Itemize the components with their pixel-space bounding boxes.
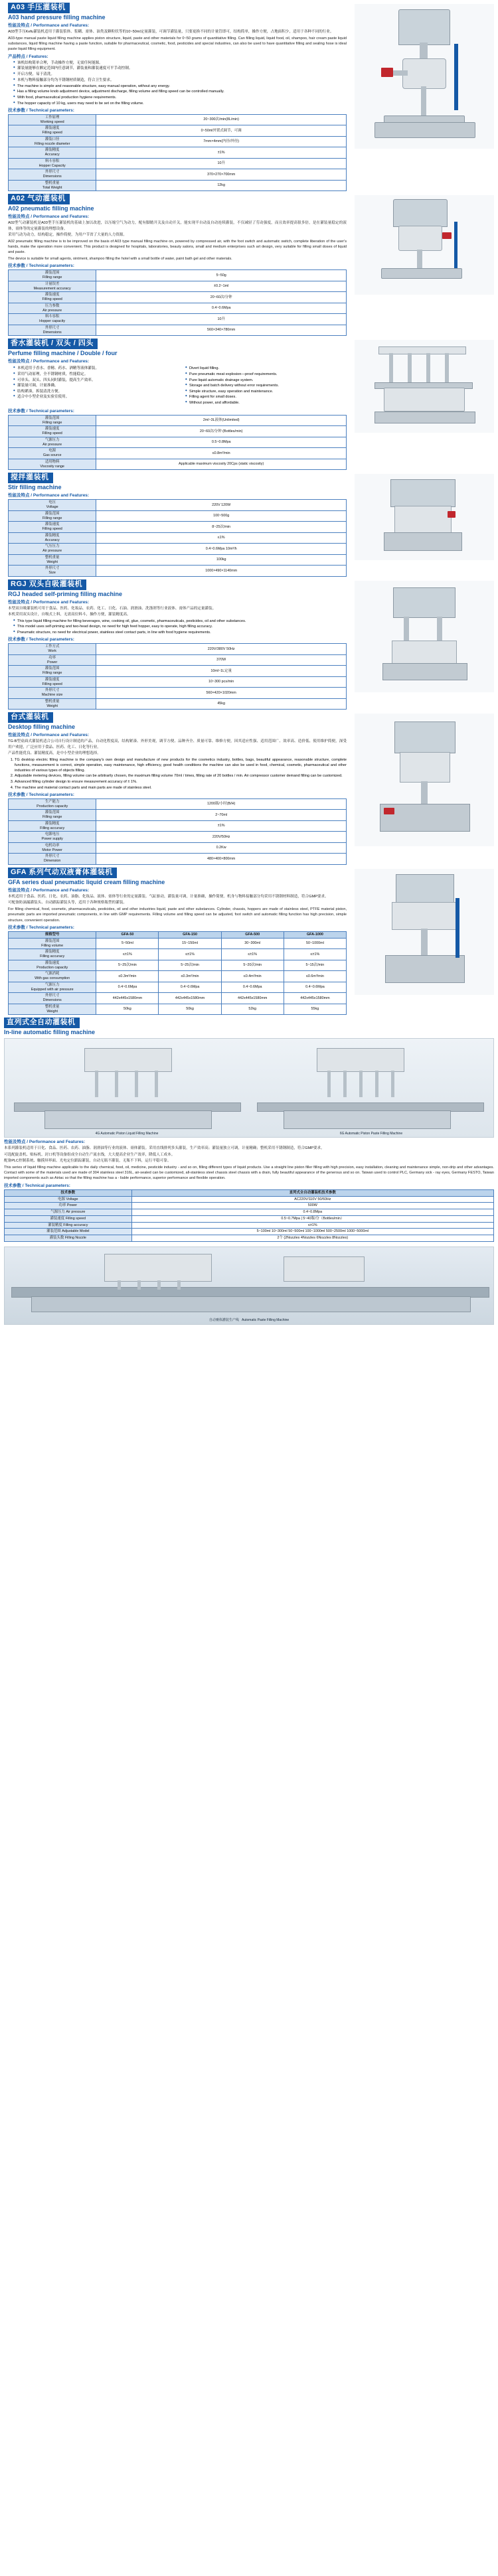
table-row: 灌装速度 Filling speed 0~50ml外置式调节，可调: [9, 125, 347, 137]
list-item: ◆ 开启方便，易于清洗。: [13, 72, 347, 77]
section-perfume: [0, 339, 498, 473]
spec-table-a02: [8, 269, 347, 336]
spec-table-desktop: [8, 798, 347, 865]
para-cn-inline-2: 可选配旋盖机、贴标机、封口机等设备组成全自动生产流水线，大大提高企业生产效率，降低人工成本。: [4, 1152, 175, 1157]
section-title-cn-rgj: RGJ 双头自吸灌装机: [8, 579, 86, 590]
table-row: 灌装速度 Filling speed 10~300 pcs/min: [9, 676, 347, 688]
product-photo-stir-wrap: [353, 473, 498, 562]
list-item: ◆ 灌装量可调，计量准确。: [13, 383, 175, 388]
inline-text-block: [0, 1140, 498, 1245]
list-item: ◆ The hopper capacity of 10 kg, users may need to be set on the filling volume.: [13, 101, 347, 106]
product-photo-bottom-line: [4, 1247, 494, 1325]
table-row: 灌装精度 Accuracy ±1%: [9, 147, 347, 159]
section-title-en-desktop: Desktop filling machine: [8, 723, 76, 731]
spec-table-inline: [4, 1189, 494, 1242]
section-title-cn-desktop: 台式灌装机: [8, 712, 53, 723]
section-gfa: [0, 868, 498, 1018]
perf-head-a02: 性能及特点 / Performance and Features:: [8, 214, 90, 220]
photo-caption-right: 6G Automatic Piston Paste Filling Machine: [339, 1132, 403, 1136]
perf-head-inline: 性能及特点 / Performance and Features:: [4, 1140, 86, 1145]
feature-head-a03: 产品特点 / Features:: [8, 54, 48, 59]
perf-head-gfa: 性能及特点 / Performance and Features:: [8, 887, 90, 893]
list-item: ◆ 灌装量能够在额定范围内任意调节，灌装量和灌装速度可平手动控制。: [13, 66, 347, 71]
table-row: 整机重量 Weight 100kg: [9, 554, 347, 566]
perf-head-rgj: 性能及特点 / Performance and Features:: [8, 599, 90, 605]
section-inline-title: [0, 1018, 498, 1036]
table-row: 外形尺寸 Dimension 480×400×800mm: [9, 854, 347, 865]
para-cn-rgj-1: 本型双自吸灌装机可用于食品、医药、化妆品、农药、化工、日化、石油、润滑油、洗涤剂等行业液体、膏体产品的定量灌装。: [8, 607, 216, 611]
feature-list-en-rgj: [13, 619, 347, 635]
list-item: ◆ 可单头、双头、四头同时灌装，提高生产效率。: [13, 378, 175, 383]
table-row: 灌装精度 Accuracy ≤1%: [9, 532, 347, 544]
list-item: ◆ This model uses self-priming and two-head design, no need for high feed hopper, easy to operate, high filling accuracy.: [13, 624, 347, 629]
product-photo-rgj: [355, 581, 494, 692]
feature-list-cn-perfume: [13, 366, 175, 406]
list-item: ◆ Simple structure, easy operation and maintenance.: [185, 389, 347, 394]
perf-head-desktop: 性能及特点 / Performance and Features:: [8, 733, 90, 738]
table-row: 灌装口径 Filling nozzle diameter 7mm×4mm(内径/外径): [9, 136, 347, 147]
section-title-cn-stir: 搅拌灌装机: [8, 473, 53, 483]
spec-table-gfa: [8, 931, 347, 1015]
table-row: 灌装范围 Filling range 5~50g: [9, 270, 347, 281]
list-item: ◆ Filling agent for small doses.: [185, 394, 347, 400]
para-en-inline-1: This series of liquid filling machine applicable to the daily chemical, food, oil, medicine, pesticide industry - and so on, filling different types of liquid products. Use a straight line piston filler filling with high precision, easy installation, cleaning and maintenance simple, non-drip and other advantages. Contact with some of the materials used are made of 304 stainless steel 316L, air-sealed can be customized, all-stainless steel chassis steel chassis with a drain, fully beautiful appearance of the generous and so on. Taiwan used to control PLC, Germany sick - ray eyes, Germany FESTO, Taiwan imported components such as Airtac so that the filling machine has a - liable performance, superior performance and flexible operation.: [4, 1165, 494, 1181]
table-row: 灌装范围 Filling range 2~70ml: [9, 810, 347, 821]
table-row: 压力参数 Air pressure 0.4~0.6Mpa: [9, 303, 347, 314]
product-photo-a02-wrap: [353, 194, 498, 296]
list-item: ◆ Without power, and affordable.: [185, 400, 347, 406]
table-row: 外形尺寸 Machine size 560×420×1020mm: [9, 688, 347, 699]
table-row: 整机重量 Weight 45kg: [9, 698, 347, 710]
para-cn-desktop-2: 产品性能优良、灌装精度高，是中小型企业的理想选择。: [8, 751, 101, 756]
product-photo-stir: [355, 474, 494, 560]
tech-head-a03: 技术参数 / Technical parameters:: [8, 108, 74, 113]
table-row: 电源电压 Power supply 220V/50Hz: [9, 832, 347, 843]
list-item: 4. The machine and material contact parts and main parts are made of stainless steel.: [15, 785, 347, 791]
feature-list-en-desktop: [15, 757, 347, 791]
list-item: ◆ Pneumatic structure, no need for electrical power, stainless steel contact parts, in line with food hygiene requirements.: [13, 630, 347, 635]
table-row: 料斗容积 Hopper Capacity 10升: [9, 158, 347, 169]
table-row: 功率 Power 370W: [9, 654, 347, 666]
spec-table-stir: [8, 499, 347, 577]
tech-head-gfa: 技术参数 / Technical parameters:: [8, 925, 74, 930]
table-row: 灌装精度 Filling accuracy ±1%: [9, 820, 347, 832]
table-row: 整机重量 Total Weight 12kg: [9, 180, 347, 191]
list-item: 1. TG desktop electric filling machine is the company's own design and manufacture of new products for the cosmetics industry, bottles, bags, beautiful appearance, reasonable structure, complete functions, measurement is correct, simple operation, easy maintenance, high efficiency, good health conditions the machine can also be used in food, chemical, cosmetic, pharmaceutical and other industries of various types of objects filling.: [15, 757, 347, 773]
table-header-row: 技术参数 直列式全自动灌装机技术参数: [5, 1189, 494, 1196]
perf-head-perfume: 性能及特点 / Performance and Features:: [8, 359, 90, 364]
section-title-cn-inline: 直列式全自动灌装机: [4, 1018, 80, 1028]
table-row: 灌装速度 Production capacity 5~25次/min 5~25次/min 5~20次/min 5~15次/min: [9, 960, 347, 971]
table-row: 电机功率 Motor Power 0.2Kw: [9, 842, 347, 854]
section-title-en-stir: Stir filling machine: [8, 484, 62, 491]
table-row: 电压 Voltage 220V 120W: [9, 500, 347, 511]
list-item: ◆ 本机与物料接触部分均为不锈钢材质制造，符合卫生要求。: [13, 78, 347, 83]
list-item: 2. Adjustable metering devices, filling volume can be arbitrarily chosen, the maximum filling volume 70ml / times, filling rate of 20 bottles / min. Air compressor customer demand filling can be customized.: [15, 773, 347, 779]
para-cn-a02-1: A02型气动灌装机是A03型手压灌装机的基础上加以改进，以压缩空气为动力，配有脚踏开关及自动开关，能实现半自动及自动连续灌装，不仅减轻了劳动强度，而且效率提高很多倍，是在灌装量稳定的液体，膏体等的定量灌装的理想设备。: [8, 221, 347, 231]
table-row: 灌装范围 Filling volume 5~50ml 15~150ml 30~300ml 50~1000ml: [9, 938, 347, 949]
table-row: 灌装精度 Filling accuracy ≤±1%: [5, 1222, 494, 1229]
spec-table-perfume: [8, 415, 347, 471]
product-photo-a03: [355, 4, 494, 149]
para-cn-inline-3: 配备PLC控制系统、触摸屏界面、光电定位跟踪灌装，自动无瓶不灌装，无瓶不下料，运行平稳可靠。: [4, 1159, 171, 1164]
table-row: 外形尺寸 Size 1000×490×1140mm: [9, 566, 347, 577]
list-item: 3. Advanced filling cylinder design to ensure measurement accuracy of ± 1%.: [15, 779, 347, 785]
table-row: 生产能力 Production capacity 1200瓶/小时(B/H): [9, 798, 347, 810]
list-item: ◆ With food, pharmaceutical production hygiene requirements.: [13, 95, 347, 100]
table-row: 灌装范围 Adjustable Model 5~100ml 10~300ml 50~500ml 100~1000ml 500~2500ml 1000~5000ml: [5, 1229, 494, 1235]
list-item: ◆ Pure pneumatic meat explosion—proof requirements.: [185, 372, 347, 377]
table-row: 外形尺寸 Dimensions 442x445x1580mm 442x445x1580mm 442x445x1580mm 442x445x1580mm: [9, 993, 347, 1004]
section-title-cn-gfa: GFA 系列气动双液膏体灌装机: [8, 868, 117, 878]
table-row: 计量误差 Measurement accuracy ±0.2~1ml: [9, 281, 347, 292]
section-title-cn-a03: A03 手压灌装机: [8, 3, 70, 13]
para-cn-rgj-2: 本机采用双头设计，自吸式上料，无需高位料斗，操作方便，灌装精度高。: [8, 613, 131, 617]
para-cn-gfa-2: 可配备防滴漏灌装头、自动跟踪灌装头等，适用于各种规格瓶型的灌装。: [8, 901, 127, 905]
table-row: 料斗容积 Hopper capacity 10升: [9, 314, 347, 325]
section-title-en-a03: A03 hand pressure filling machine: [8, 13, 106, 21]
list-item: ◆ This type liquid filling machine for filling beverages, wine, cooking oil, glue, cosmetic, pharmaceuticals, pesticides, oil and other substances.: [13, 619, 347, 624]
table-row: 灌装头数 Filling Nozzle 2个 (2Nozzles 4Nozzles 6Nozzles 8Nozzles): [5, 1235, 494, 1242]
para-en-gfa-1: For filling chemical, food, cosmetic, pharmaceuticals, pesticides, oil and other industries liquid, paste and other substances. Cylinder, chassis, hoppers are made of stainless steel, PTFE material piston, pneumatic parts are imported pneumatic components, in line with GMP requirements. Filling volume and filling speed can be adjusted, foot switch and automatic filling function has high precision, simple structure, convenient operation.: [8, 907, 347, 923]
list-item: ◆ 本机适用于香水、香精、药水、酒精等液体灌装。: [13, 366, 175, 371]
section-title-en-inline: In-line automatic filling machine: [4, 1029, 96, 1036]
tech-head-rgj: 技术参数 / Technical parameters:: [8, 637, 74, 643]
tech-head-desktop: 技术参数 / Technical parameters:: [8, 792, 74, 797]
product-photo-desktop-wrap: [353, 712, 498, 848]
list-item: ◆ Pure liquid automatic drainage system.: [185, 378, 347, 383]
table-row: 电源 Voltage AC220V/110V 50/60Hz: [5, 1196, 494, 1203]
product-photo-gfa-wrap: [353, 868, 498, 996]
perf-head-stir: 性能及特点 / Performance and Features:: [8, 493, 90, 498]
table-row: 灌装范围 Filling range 2ml~3L液体(Unlimited): [9, 415, 347, 426]
table-row: 整机重量 Weight 50kg 50kg 52kg 55kg: [9, 1004, 347, 1015]
table-row: 功率 Power 500W: [5, 1203, 494, 1209]
product-photo-perfume-wrap: [353, 339, 498, 434]
section-title-en-rgj: RGJ headed self-priming filling machine: [8, 590, 123, 597]
product-photo-desktop: [355, 714, 494, 846]
feature-list-cn-a03: [13, 60, 347, 83]
para-en-a02-2: The device is suitable for small agents, ointment, shampoo filling the hotel with a small bottle of water, paint bath gel and other materials.: [8, 256, 232, 261]
spec-table-rgj: [8, 643, 347, 710]
spec-table-a03: [8, 114, 347, 192]
table-row: 适用物料 Viscosity range Applicable maximum viscosity 20Cps (static viscosity): [9, 459, 347, 470]
list-item: ◆ Storage and batch delivery without error requirements.: [185, 383, 347, 388]
table-row: 工作原理 Working speed 20~300次/min(8L/min): [9, 114, 347, 125]
table-row: 灌装范围 Filling range 100~500g: [9, 510, 347, 522]
product-photo-rgj-wrap: [353, 579, 498, 694]
section-rgj: [0, 579, 498, 712]
section-a02: [0, 194, 498, 339]
table-row: 灌装速度 Filling speed 0.5~0.7Mpa | 5~40瓶/分（Bottles/min）: [5, 1215, 494, 1222]
bottom-caption: 自动膏体灌装生产线 Automatic Paste Filling Machine: [208, 1318, 290, 1322]
section-title-en-a02: A02 pneumatic filling machine: [8, 205, 94, 212]
section-title-en-gfa: GFA series dual pneumatic liquid cream filling machine: [8, 878, 165, 885]
table-header-row: 规格型号 GFA-50 GFA-150 GFA-500 GFA-1000: [9, 932, 347, 939]
section-title-cn-a02: A02 气动灌装机: [8, 194, 70, 204]
para-cn-desktop-1: TG-B型桌面式灌装机适合公司自行设计制造的产品，自动化程度高，结构紧凑、外形美观，调节方便、品种齐全、质量可靠、维修方便，因其适应性强、适用范围广、效率高、造价低、使用维护简便，深受用户欢迎，广泛应用于食品、医药、化工、日化等行业。: [8, 739, 347, 749]
section-stir: [0, 473, 498, 579]
table-row: 外形尺寸 Dimensions 370×270×700mm: [9, 169, 347, 181]
para-en-a02-1: A02 pneumatic filling machine is to be improved on the basis of A03 type manual filling machine on, powered by compressed air, with the foot switch and automatic switch, complete liberation of the user's hands, make the operation more convenient. This product is designed for hospitals, laboratories, beauty salons, small and medium enterprises such art design, very suitable for filling small doses of liquid and paste.: [8, 239, 347, 255]
para-en-a03-1: A03-type manual paste liquid filling machine applies piston structure, liquid, paste and other materials for 0~50 grams of quantitative filling. Can filling liquid, liquid food, oil, shampoo, hair cream paste liquid substances, liquid filling machine having a paste function, suitable for pharmaceutical, cosmetic, food, pesticides and special industries, can also be used to have quantitative filling and sealing hose is ideal paste liquid filling equipment.: [8, 36, 347, 52]
tech-head-perfume: 技术参数 / Technical parameters:: [8, 408, 74, 414]
list-item: ◆ Has a filling volume knob adjustment device, adjustment discharge, filling volume and filling speed can be controlled manually.: [13, 89, 347, 94]
list-item: ◆ 适合中小型企业及实验室使用。: [13, 394, 175, 400]
perf-head-a03: 性能及特点 / Performance and Features:: [8, 23, 90, 28]
feature-list-en-perfume: [185, 366, 347, 406]
list-item: ◆ 采用气动原理，全不锈钢材质，性能稳定。: [13, 372, 175, 377]
section-a03: [0, 3, 498, 194]
feature-list-en-a03: [13, 84, 347, 106]
list-item: ◆ Divert liquid filling.: [185, 366, 347, 371]
para-cn-gfa-1: 本机适用于食品、医药、日化、农药、油脂、化妆品、液体、膏体等行业的定量灌装。气缸驱动，灌装量可调，计量准确，操作简便。机身与物料接触部分均采用不锈钢材料制造，符合GMP要求。: [8, 895, 329, 899]
para-cn-a02-2: 采用气动为动力，结构稳定，操作简便，为用户节省了大量的人力资源。: [8, 233, 127, 238]
table-row: 工作方式 Work 220V/380V 50Hz: [9, 644, 347, 655]
table-row: 气源消耗 With gas consumption ≤0.3m³/min ≤0.3m³/min ≤0.4m³/min ≤0.6m³/min: [9, 971, 347, 982]
table-row: 灌装范围 Filling range 10ml~1L定量: [9, 666, 347, 677]
product-photo-inline-pair: [4, 1038, 494, 1138]
table-row: 气压压力 Air pressure 0.4~0.6Mpa 10m³/h: [9, 544, 347, 555]
list-item: ◆ 该机结构简单合理，手动操作方便，无需任何能源。: [13, 60, 347, 66]
product-photo-a02: [355, 195, 494, 295]
product-photo-perfume: [355, 340, 494, 433]
table-row: 气源压力 Air pressure 0.4~0.8Mpa: [5, 1209, 494, 1216]
section-title-cn-perfume: 香水灌装机 / 双头 / 四头: [8, 339, 98, 349]
list-item: ◆ The machine is simple and reasonable structure, easy manual operation, without any energy.: [13, 84, 347, 89]
para-cn-a03-1: A03型手压Kefu灌装机适用于灌装浆体、浆糊、膏体、油类及颗粒状等的10~50ml定量灌装，可调节灌装量，只要更换不同的计量管即可，结构简单，操作方便，占地面积少，适用于各种不同的行业。: [8, 30, 334, 35]
list-item: ◆ 结构紧凑，拆装清洗方便。: [13, 389, 175, 394]
section-title-en-perfume: Perfume filling machine / Double / four: [8, 350, 118, 357]
table-row: 外形尺寸 Dimensions 560×340×780mm: [9, 325, 347, 336]
table-row: 气源压力 Equipped with air pressure 0.4~0.6Mpa 0.4~0.6Mpa 0.4~0.6Mpa 0.4~0.6Mpa: [9, 982, 347, 993]
product-photo-gfa: [355, 869, 494, 995]
table-row: 灌装精度 Filling accuracy ≤±1% ≤±1% ≤±1% ≤±1%: [9, 949, 347, 960]
table-row: 气源压力 Air pressure 0.5~0.8Mpa: [9, 437, 347, 448]
product-photo-a03-wrap: [353, 3, 498, 150]
table-row: 电源 Gas source ≤0.8m³/min: [9, 448, 347, 459]
photo-caption-left: 4G Automatic Piston Liquid Filling Machine: [95, 1132, 159, 1136]
tech-head-a02: 技术参数 / Technical parameters:: [8, 264, 74, 269]
para-cn-inline-1: 本系列灌装机适用于日化、食品、医药、农药、油脂、润滑油等行业的液体、膏体灌装。采用直线排列多头灌装，生产效率高；灌装量独立可调，计量精确；整机采用不锈钢制造，符合GMP要求。: [4, 1146, 325, 1151]
section-desktop: [0, 712, 498, 868]
table-row: 灌装速度 Filling speed 8~25次/min: [9, 522, 347, 533]
tech-head-inline: 技术参数 / Technical parameters:: [4, 1183, 70, 1188]
table-row: 灌装速度 Filling speed 20~60次/分钟: [9, 292, 347, 303]
table-row: 灌装速度 Filling speed 20~60次/分钟 (Bottles/min): [9, 426, 347, 437]
